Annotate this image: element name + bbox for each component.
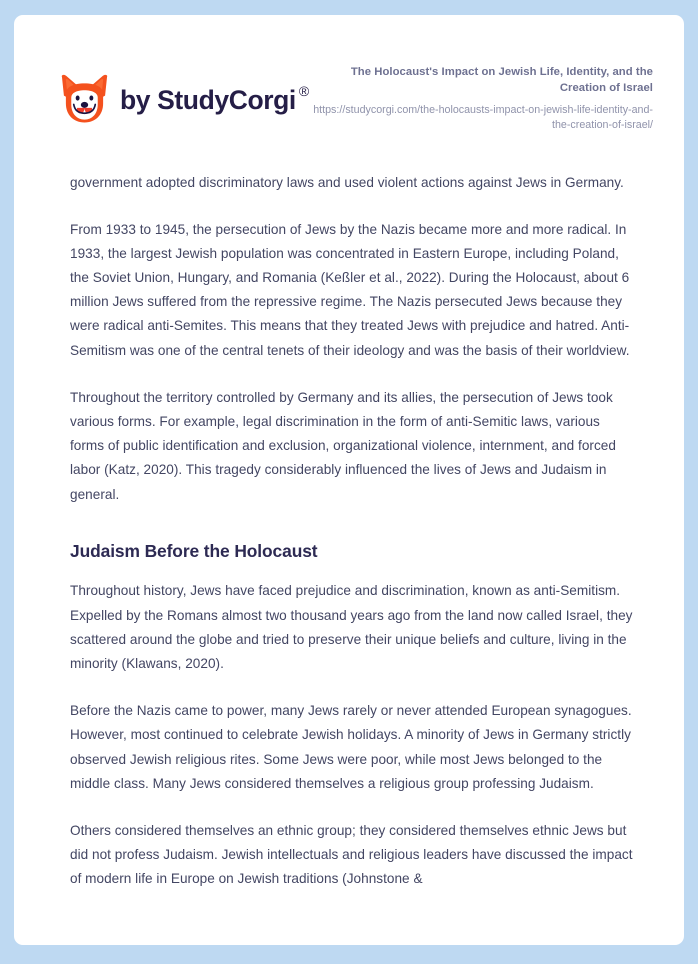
paragraph-6: Others considered themselves an ethnic group; they considered themselves ethnic Jews but did not profess Judaism. Jewish intellectuals and religious leaders have discussed the impact of modern life in Europe on Jewish traditions (Johnstone & bbox=[70, 822, 633, 887]
paragraph-5: Before the Nazis came to power, many Jews rarely or never attended European synagogues. However, most continued to celebrate Jewish holidays. A minority of Jews in Germany strictly observed Jewish religious rites. Some Jews were poor, while most Jews belonged to the middle class. Many Jews considered themselves a religious group professing Judaism. bbox=[70, 703, 632, 791]
corgi-head-icon bbox=[60, 74, 109, 126]
paragraph-4: Throughout history, Jews have faced prejudice and discrimination, known as anti-Semitism. Expelled by the Romans almost two thousand years ago from the land now called Israel, they scattered around the globe and tried to preserve their unique beliefs and culture, living in the minority (Klawans, 2020). bbox=[70, 583, 633, 671]
paragraph-1: government adopted discriminatory laws and used violent actions against Jews in Germany. bbox=[70, 174, 624, 190]
registered-trademark-symbol: ® bbox=[298, 82, 309, 99]
brand-wordmark bbox=[120, 82, 309, 115]
document-title: The Holocaust's Impact on Jewish Life, Identity, and the Creation of Israel bbox=[350, 66, 653, 94]
paragraph-2: From 1933 to 1945, the persecution of Jews by the Nazis became more and more radical. In 1933, the largest Jewish population was concentrated in Eastern Europe, including Poland, the Soviet Union, Hungary, and Romania (Keßler et al., 2022). During the Holocaust, about 6 million Jews suffered from the repressive regime. The Nazis persecuted Jews because they were radical anti-Semites. This means that they treated Jews with prejudice and hatred. Anti-Semitism was one of the central tenets of their ideology and was the basis of their worldview. bbox=[70, 221, 630, 358]
brand-name-text: by StudyCorgi bbox=[120, 84, 296, 115]
paragraph-3: Throughout the territory controlled by Germany and its allies, the persecution of Jews took various forms. For example, legal discrimination in the form of anti-Semitic laws, various forms of public identification and exclusion, organizational violence, internment, and forced labor (Katz, 2020). This tragedy considerably influenced the lives of Jews and Judaism in general. bbox=[70, 389, 616, 502]
document-header bbox=[14, 15, 684, 134]
document-body bbox=[14, 171, 684, 892]
section-heading-judaism-before-the-holocaust: Judaism Before the Holocaust bbox=[70, 540, 318, 561]
document-source-url[interactable]: https://studycorgi.com/the-holocausts-impact-on-jewish-life-identity-and-the-creation-of-israel/ bbox=[313, 104, 653, 132]
document-page-card bbox=[14, 15, 684, 945]
header-meta-block bbox=[309, 60, 653, 134]
brand-logo-block bbox=[60, 60, 309, 126]
